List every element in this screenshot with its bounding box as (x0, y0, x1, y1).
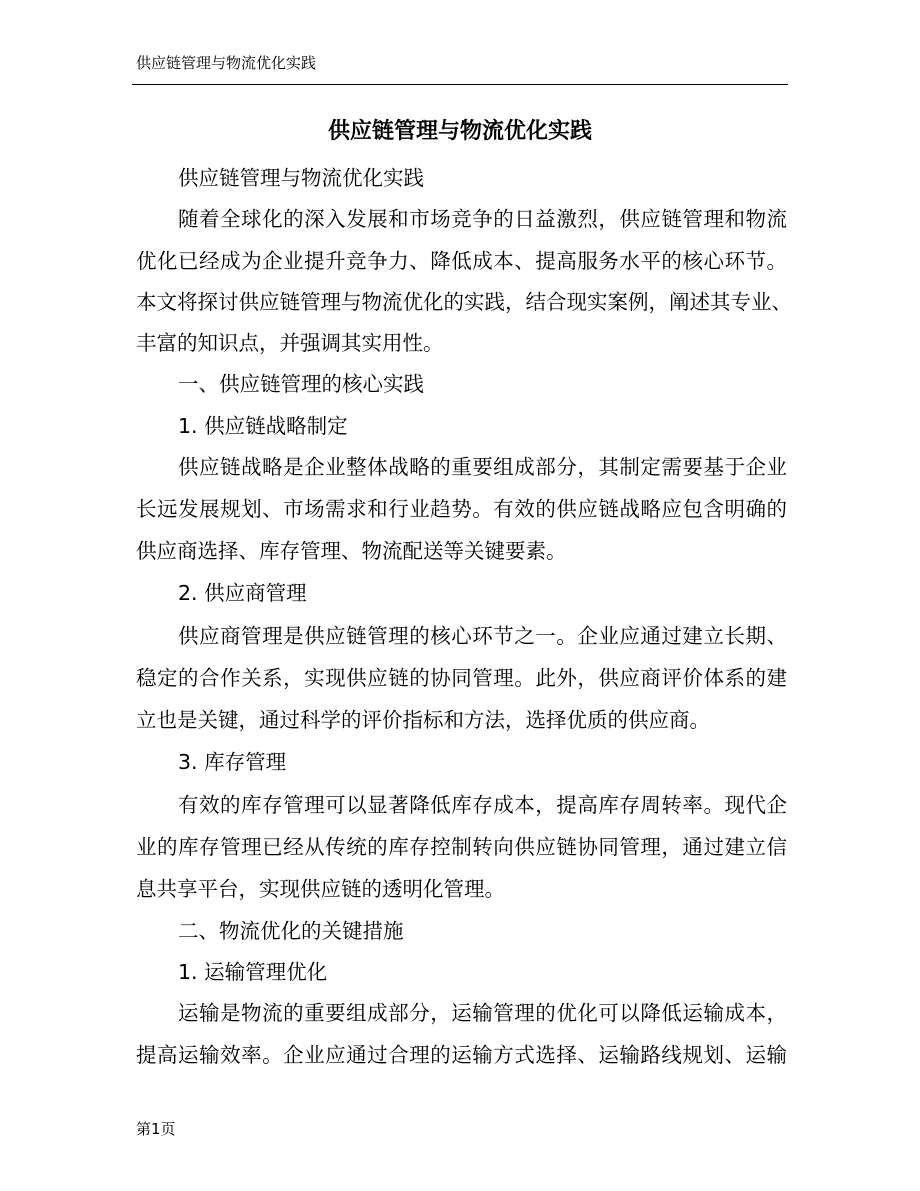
paragraph-line: 2. 供应商管理 (178, 581, 307, 605)
paragraph-line: 1. 供应链战略制定 (178, 414, 348, 438)
paragraph-line: 二、物流优化的关键措施 (178, 919, 404, 943)
document-title: 供应链管理与物流优化实践 (327, 119, 592, 144)
paragraph-line: 供应链管理与物流优化实践 (178, 166, 424, 190)
paragraph-line: 优化已经成为企业提升竞争力、降低成本、提高服务水平的核心环节。 (136, 249, 787, 273)
paragraph-line: 丰富的知识点，并强调其实用性。 (136, 331, 444, 355)
header-divider (132, 84, 788, 85)
paragraph-line: 提高运输效率。企业应通过合理的运输方式选择、运输路线规划、运输 (136, 1043, 787, 1067)
paragraph-line: 供应商管理是供应链管理的核心环节之一。企业应通过建立长期、 (178, 624, 787, 648)
paragraph-line: 长远发展规划、市场需求和行业趋势。有效的供应链战略应包含明确的 (136, 497, 787, 521)
paragraph-line: 有效的库存管理可以显著降低库存成本，提高库存周转率。现代企 (178, 793, 787, 817)
paragraph-line: 运输是物流的重要组成部分，运输管理的优化可以降低运输成本， (178, 1001, 787, 1025)
paragraph-line: 稳定的合作关系，实现供应链的协同管理。此外，供应商评价体系的建 (136, 666, 787, 690)
paragraph-line: 立也是关键，通过科学的评价指标和方法，选择优质的供应商。 (136, 708, 710, 732)
page-number: 第1页 (136, 1120, 176, 1138)
paragraph-line: 供应链战略是企业整体战略的重要组成部分，其制定需要基于企业 (178, 455, 787, 479)
paragraph-line: 业的库存管理已经从传统的库存控制转向供应链协同管理，通过建立信 (136, 835, 787, 859)
paragraph-line: 一、供应链管理的核心实践 (178, 372, 424, 396)
paragraph-line: 本文将探讨供应链管理与物流优化的实践，结合现实案例，阐述其专业、 (136, 290, 792, 314)
paragraph-line: 3. 库存管理 (178, 750, 287, 774)
paragraph-line: 息共享平台，实现供应链的透明化管理。 (136, 877, 505, 901)
paragraph-line: 供应商选择、库存管理、物流配送等关键要素。 (136, 539, 567, 563)
page-header: 供应链管理与物流优化实践 (136, 54, 317, 72)
paragraph-line: 随着全球化的深入发展和市场竞争的日益激烈，供应链管理和物流 (178, 207, 787, 231)
paragraph-line: 1. 运输管理优化 (178, 960, 328, 984)
